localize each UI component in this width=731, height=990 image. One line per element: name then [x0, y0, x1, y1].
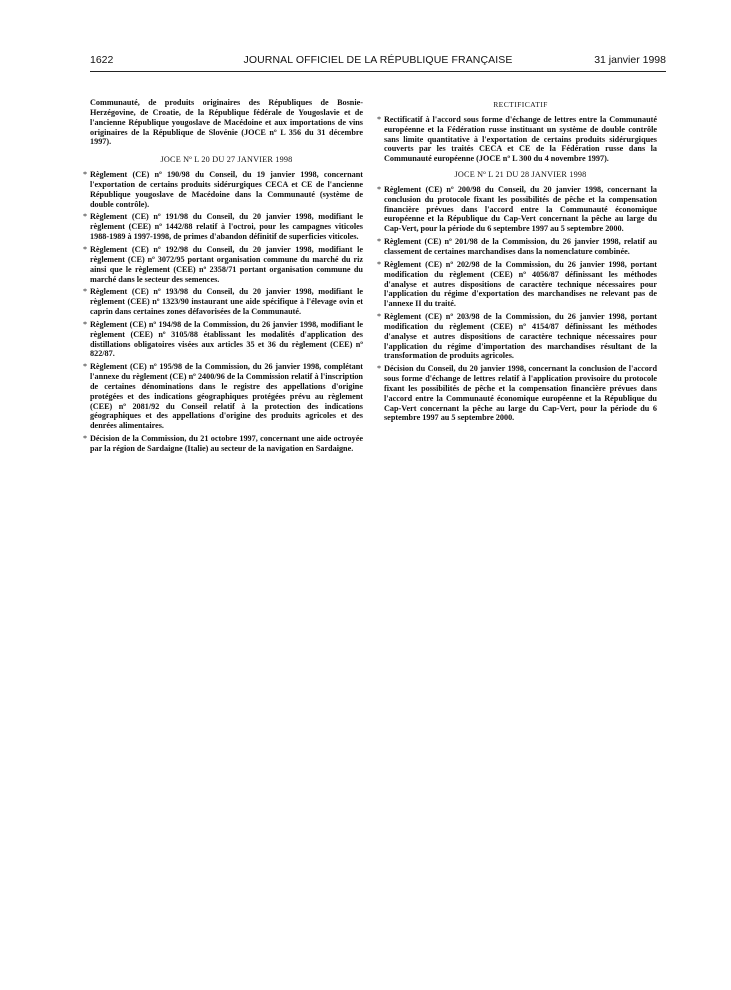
list-item — [83, 287, 363, 317]
asterisk-icon: * — [83, 434, 88, 444]
entry-text: Règlement (CE) nº 202/98 de la Commission, du 26 janvier 1998, portant modification du règlement (CEE) nº 4056/87 définissant les méthodes d'analyse et autres dispositions de caractère technique nécessaires pour l'application du régime d'exportation des marchandises ne relevant pas de l'annexe II du traité. — [384, 259, 657, 309]
continued-paragraph: Communauté, de produits originaires des Républiques de Bosnie-Herzégovine, de Croatie, de la République fédérale de Yougoslavie et de l'ancienne République yougoslave de Macédoine et aux importations de vins originaires de la République de Slovénie (JOCE nº L 356 du 31 décembre 1997). — [90, 98, 363, 147]
issue-date: 31 janvier 1998 — [594, 54, 666, 66]
list-item — [377, 237, 657, 257]
asterisk-icon: * — [83, 287, 88, 297]
header-rule — [90, 71, 666, 72]
list-item — [377, 364, 657, 423]
list-item — [377, 259, 657, 309]
entry-text: Règlement (CE) nº 190/98 du Conseil, du 19 janvier 1998, concernant l'exportation de certains produits sidérurgiques CECA et CE de l'ancienne République yougoslave de Macédoine dans la Communauté (système de double contrôle). — [90, 170, 363, 209]
entry-text: Règlement (CE) nº 193/98 du Conseil, du 20 janvier 1998, modifiant le règlement (CEE) nº 1323/90 instaurant une aide spécifique à l'élevage ovin et caprin dans certaines zones défavorisées de la Communauté. — [90, 287, 363, 317]
asterisk-icon: * — [377, 114, 382, 124]
entry-text: Règlement (CE) nº 200/98 du Conseil, du 20 janvier 1998, concernant la conclusion du protocole fixant les possibilités de pêche et la compensation financière prévues dans l'accord entre la Communauté économique européenne et la République du Cap-Vert concernant la pêche au large du Cap-Vert, pour la période du 6 septembre 1997 au 5 septembre 2000. — [384, 184, 657, 234]
entry-text: Règlement (CE) nº 194/98 de la Commission, du 26 janvier 1998, modifiant le règlement (CEE) nº 3105/88 établissant les modalités d'application des distillations obligatoires visées aux articles 35 et 36 du règlement (CEE) nº 822/87. — [90, 319, 363, 359]
asterisk-icon: * — [377, 364, 382, 374]
asterisk-icon: * — [377, 259, 382, 269]
page-header — [90, 53, 666, 67]
left-column — [83, 98, 363, 457]
list-item — [83, 244, 363, 284]
entry-text: Règlement (CE) nº 195/98 de la Commission, du 26 janvier 1998, complétant l'annexe du règlement (CE) nº 2400/96 de la Commission relatif à l'inscription de certaines dénominations dans le registre des appellations d'origine protégées et des indications géographiques protégées prévu au règlement (CEE) nº 2081/92 du Conseil relatif à la protection des indications géographiques et des appellations d'origine des produits agricoles et des denrées alimentaires. — [90, 362, 363, 431]
list-item — [377, 114, 657, 164]
list-item — [377, 184, 657, 234]
asterisk-icon: * — [377, 184, 382, 194]
list-item — [83, 434, 363, 454]
entry-text: Règlement (CE) nº 192/98 du Conseil, du 20 janvier 1998, modifiant le règlement (CE) nº 3072/95 portant organisation commune du marché du riz ainsi que le règlement (CEE) nº 2358/71 portant organisation commune du marché dans le secteur des semences. — [90, 244, 363, 284]
right-column — [377, 100, 657, 426]
entry-text: Règlement (CE) nº 201/98 de la Commission, du 26 janvier 1998, relatif au classement de certaines marchandises dans la nomenclature combinée. — [384, 237, 657, 256]
list-item — [83, 212, 363, 242]
list-item — [83, 170, 363, 209]
asterisk-icon: * — [83, 319, 88, 329]
entry-text: Décision du Conseil, du 20 janvier 1998, concernant la conclusion de l'accord sous forme d'échange de lettres relatif à l'application provisoire du protocole fixant les possibilités de pêche et la compensation financière prévues dans l'accord entre la Communauté économique européenne et la République du Cap-Vert concernant la pêche au large du Cap-Vert, pour la période du 6 septembre 1997 au 5 septembre 2000. — [384, 364, 657, 423]
asterisk-icon: * — [83, 212, 88, 222]
rectificatif-title: RECTIFICATIF — [493, 100, 548, 109]
entry-text: Rectificatif à l'accord sous forme d'échange de lettres entre la Communauté européenne et la Fédération russe instituant un système de double contrôle sans limite quantitative à l'exportation de certains produits sidérurgiques couverts par les traités CECA et CE de la Fédération russe dans la Communauté européenne (JOCE nº L 300 du 4 novembre 1997). — [384, 114, 657, 164]
entry-text: Règlement (CE) nº 203/98 de la Commission, du 26 janvier 1998, portant modification du règlement (CEE) nº 4154/87 définissant les méthodes d'analyse et autres dispositions de caractère technique nécessaires pour l'application du régime d'importation des marchandises résultant de la transformation de produits agricoles. — [384, 312, 657, 361]
asterisk-icon: * — [377, 237, 382, 247]
asterisk-icon: * — [83, 170, 88, 180]
asterisk-icon: * — [83, 362, 88, 372]
section-title-joce-l20: JOCE Nº L 20 DU 27 JANVIER 1998 — [160, 155, 293, 165]
asterisk-icon: * — [377, 312, 382, 322]
list-item — [83, 319, 363, 359]
list-item — [83, 362, 363, 431]
entry-text: Décision de la Commission, du 21 octobre 1997, concernant une aide octroyée par la région de Sardaigne (Italie) au secteur de la navigation en Sardaigne. — [90, 434, 363, 453]
section-title-joce-l21: JOCE Nº L 21 DU 28 JANVIER 1998 — [454, 170, 587, 180]
entry-text: Règlement (CE) nº 191/98 du Conseil, du 20 janvier 1998, modifiant le règlement (CEE) nº 1442/88 relatif à l'octroi, pour les campagnes viticoles 1988-1989 à 1997-1998, de primes d'abandon définitif de superficies viticoles. — [90, 212, 363, 242]
page-number: 1622 — [90, 54, 114, 66]
list-item — [377, 312, 657, 361]
journal-title: JOURNAL OFFICIEL DE LA RÉPUBLIQUE FRANÇAISE — [243, 54, 513, 66]
asterisk-icon: * — [83, 244, 88, 254]
